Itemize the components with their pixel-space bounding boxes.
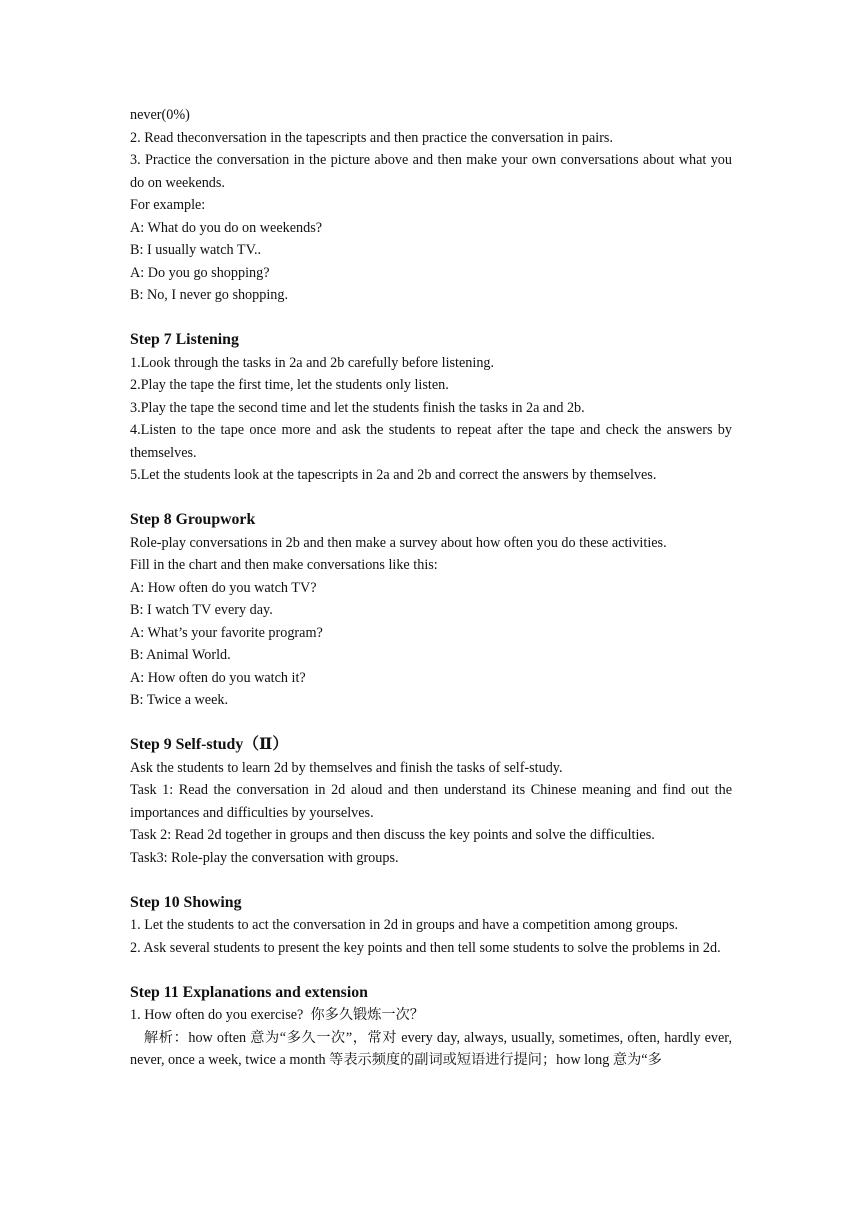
dialogue-line: B: I watch TV every day. <box>130 602 273 618</box>
step10-section <box>130 892 732 960</box>
step-line: Task 1: Read the conversation in 2d aloud and then understand its Chinese meaning and find out the importances and difficulties by yourselves. <box>130 782 736 821</box>
step-line: Role-play conversations in 2b and then make a survey about how often you do these activities. <box>130 534 667 551</box>
step-line: 2. Ask several students to present the key points and then tell some students to solve the problems in 2d. <box>130 939 721 956</box>
intro-line: 2. Read theconversation in the tapescripts and then practice the conversation in pairs. <box>130 129 613 146</box>
section-heading: Step 11 Explanations and extension <box>130 983 368 1001</box>
intro-line: For example: <box>130 197 206 213</box>
intro-line: never(0%) <box>130 107 190 123</box>
dialogue-line: A: Do you go shopping? <box>130 264 270 281</box>
step-line: 2.Play the tape the first time, let the students only listen. <box>130 377 449 393</box>
intro-line: 3. Practice the conversation in the picture above and then make your own conversations about what you do on weekends. <box>130 152 736 191</box>
step9-section <box>130 734 736 869</box>
step-line: Ask the students to learn 2d by themselves and finish the tasks of self-study. <box>130 759 563 776</box>
step-line: 5.Let the students look at the tapescripts in 2a and 2b and correct the answers by themselves. <box>130 467 657 483</box>
intro-section <box>130 104 736 307</box>
step-line: Task 2: Read 2d together in groups and then discuss the key points and solve the difficulties. <box>130 827 655 843</box>
section-heading: Step 8 Groupwork <box>130 511 256 528</box>
dialogue-line: A: How often do you watch TV? <box>130 579 317 596</box>
dialogue-line: B: I usually watch TV.. <box>130 242 262 258</box>
document-page <box>130 104 736 1072</box>
dialogue-line: A: What’s your favorite program? <box>130 624 323 641</box>
dialogue-line: A: What do you do on weekends? <box>130 219 323 236</box>
step8-section <box>130 509 732 712</box>
dialogue-line: B: No, I never go shopping. <box>130 287 289 303</box>
dialogue-line: B: Twice a week. <box>130 692 229 708</box>
section-heading: Step 9 Self-study（Ⅱ） <box>130 736 289 753</box>
step-line: 1.Look through the tasks in 2a and 2b carefully before listening. <box>130 354 495 371</box>
dialogue-line: A: How often do you watch it? <box>130 669 306 686</box>
section-heading: Step 7 Listening <box>130 331 239 348</box>
step-line: Task3: Role-play the conversation with groups. <box>130 849 399 866</box>
step7-section <box>130 329 736 487</box>
step-line: 1. Let the students to act the conversation in 2d in groups and have a competition among groups. <box>130 917 679 933</box>
explanation-line: 解析：how often 意为“多久一次”，常对 every day, always, usually, sometimes, often, hardly ever, never, once a week, twice a month 等表示频度的副词或短语进行提问；how long 意为“多 <box>130 1029 736 1068</box>
step-line: 4.Listen to the tape once more and ask the students to repeat after the tape and check the answers by themselves. <box>130 422 736 461</box>
section-heading: Step 10 Showing <box>130 893 242 911</box>
step-line: Fill in the chart and then make conversations like this: <box>130 557 438 573</box>
step-line: 1. How often do you exercise? 你多久锻炼一次？ <box>130 1007 424 1023</box>
step11-section <box>130 982 736 1072</box>
step-line: 3.Play the tape the second time and let the students finish the tasks in 2a and 2b. <box>130 399 585 416</box>
dialogue-line: B: Animal World. <box>130 647 231 663</box>
